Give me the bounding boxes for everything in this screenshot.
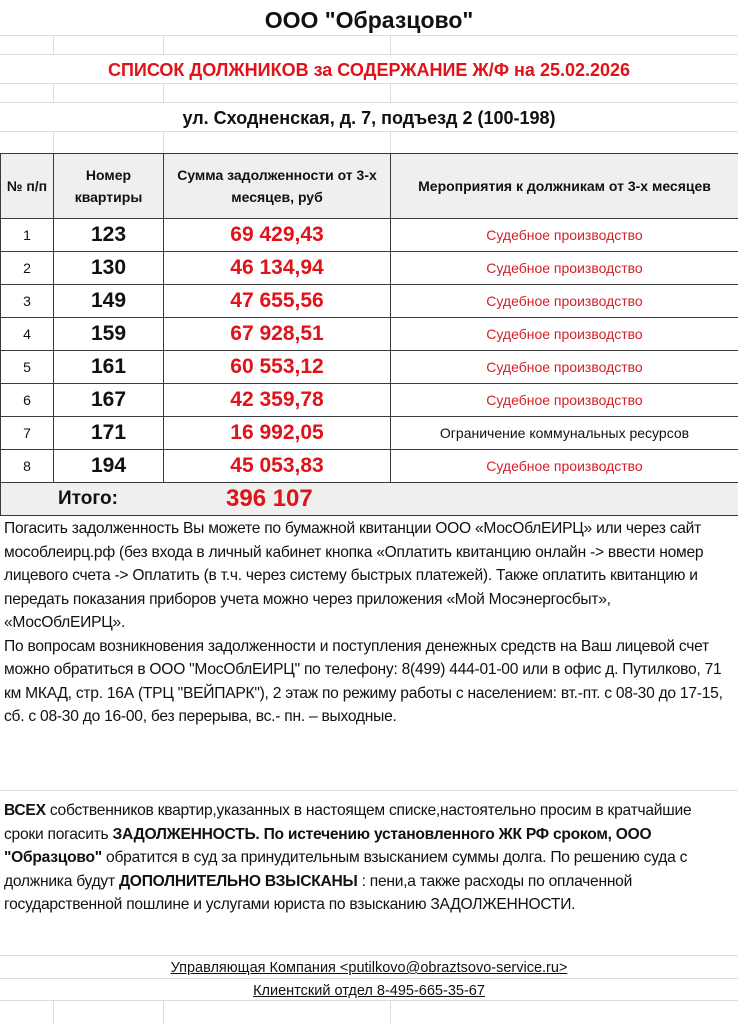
management-company-email-link[interactable]: Управляющая Компания <putilkovo@obraztsovo-service.ru> <box>170 960 568 976</box>
apartment-number: 149 <box>54 285 164 318</box>
apartment-number: 123 <box>54 219 164 252</box>
debt-measure: Судебное производство <box>391 285 738 318</box>
company-name: ООО "Образцово" <box>264 7 474 33</box>
debt-measure: Судебное производство <box>391 252 738 285</box>
column-header-debt-sum: Сумма задолженности от 3-х месяцев, руб <box>164 154 391 219</box>
contact-info: По вопросам возникновения задолженности и поступления денежных средств на Ваш лицевой счет можно обратиться в ООО "МосОблЕИРЦ" по телефону: 8(499) 444-01-00 или в офис д. Путилково, 71 км МКАД, стр. 16А (ТРЦ "ВЕЙПАРК"), 2 этаж по режиму работы с населением: вт.-пт. с 08-30 до 17-15, сб. с 08-30 до 16-00, без перерыва, вс.- пн. – выходные. <box>4 637 723 725</box>
table-row <box>1 351 738 384</box>
row-number: 3 <box>1 285 54 318</box>
client-department-phone: Клиентский отдел 8-495-665-35-67 <box>253 983 485 999</box>
debt-measure: Судебное производство <box>391 318 738 351</box>
gridline <box>53 83 54 103</box>
gridline <box>0 102 738 103</box>
column-header-apartment: Номер квартиры <box>54 154 164 219</box>
gridline <box>0 790 738 791</box>
debt-sum: 69 429,43 <box>164 219 391 252</box>
gridline <box>0 54 738 55</box>
gridline <box>390 131 391 153</box>
debt-sum: 67 928,51 <box>164 318 391 351</box>
gridline <box>53 1000 54 1024</box>
warning-text: обратится в суд за принудительным взысканием суммы долга. По решению суда с должника будут <box>4 849 688 890</box>
gridline <box>390 1000 391 1024</box>
gridline <box>163 83 164 103</box>
apartment-number: 194 <box>54 450 164 483</box>
total-row <box>1 483 738 516</box>
row-number: 6 <box>1 384 54 417</box>
apartment-number: 171 <box>54 417 164 450</box>
table-row <box>1 450 738 483</box>
gridline <box>53 35 54 55</box>
total-empty-cell <box>391 483 738 516</box>
debt-measure: Судебное производство <box>391 219 738 252</box>
warning-bold-debt: ЗАДОЛЖЕННОСТЬ. По истечению установленного ЖК РФ сроком, ООО "Образцово" <box>4 825 652 866</box>
row-number: 5 <box>1 351 54 384</box>
debt-measure: Судебное производство <box>391 351 738 384</box>
debt-measure: Ограничение коммунальных ресурсов <box>391 417 738 450</box>
row-number: 7 <box>1 417 54 450</box>
payment-info <box>4 517 734 729</box>
table-header-row <box>1 154 738 219</box>
debt-sum: 47 655,56 <box>164 285 391 318</box>
table-row <box>1 285 738 318</box>
row-number: 2 <box>1 252 54 285</box>
debtors-list-title: СПИСОК ДОЛЖНИКОВ за СОДЕРЖАНИЕ Ж/Ф на 25.02.2026 <box>107 60 631 80</box>
debt-sum: 16 992,05 <box>164 417 391 450</box>
table-row <box>1 252 738 285</box>
row-number: 4 <box>1 318 54 351</box>
apartment-number: 167 <box>54 384 164 417</box>
warning-bold-additional: ДОПОЛНИТЕЛЬНО ВЗЫСКАНЫ <box>118 872 358 890</box>
column-header-measures: Мероприятия к должникам от 3-х месяцев <box>391 154 738 219</box>
payment-instructions: Погасить задолженность Вы можете по бумажной квитанции ООО «МосОблЕИРЦ» или через сайт мособлеирц.рф (без входа в личный кабинет кнопка «Оплатить квитанцию онлайн -> ввести номер лицевого счета -> Оплатить (в т.ч. через систему быстрых платежей). Также оплатить квитанцию и передать показания приборов учета можно через приложения «Мой Мосэнергосбыт», «МосОблЕИРЦ». <box>4 520 704 631</box>
debtors-table <box>0 153 738 516</box>
gridline <box>0 955 738 956</box>
warning-bold-all: ВСЕХ <box>4 802 46 819</box>
gridline <box>390 35 391 55</box>
total-label: Итого: <box>1 483 164 516</box>
debt-sum: 60 553,12 <box>164 351 391 384</box>
table-row <box>1 384 738 417</box>
column-header-number: № п/п <box>1 154 54 219</box>
row-number: 1 <box>1 219 54 252</box>
debt-measure: Судебное производство <box>391 384 738 417</box>
row-number: 8 <box>1 450 54 483</box>
gridline <box>0 978 738 979</box>
debt-sum: 45 053,83 <box>164 450 391 483</box>
warning-text: : пени,а также расходы по оплаченной государственной пошлине и услугами юриста по взысканию ЗАДОЛЖЕННОСТИ. <box>4 872 633 913</box>
apartment-number: 161 <box>54 351 164 384</box>
total-value: 396 107 <box>164 483 391 516</box>
debt-sum: 42 359,78 <box>164 384 391 417</box>
gridline <box>163 1000 164 1024</box>
gridline <box>390 83 391 103</box>
apartment-number: 159 <box>54 318 164 351</box>
table-row <box>1 417 738 450</box>
debt-sum: 46 134,94 <box>164 252 391 285</box>
table-row <box>1 219 738 252</box>
gridline <box>53 131 54 153</box>
gridline <box>163 35 164 55</box>
warning-text: собственников квартир,указанных в настоящем списке,настоятельно просим в кратчайшие сроки погасить <box>4 802 692 843</box>
debt-warning <box>4 799 734 917</box>
building-address: ул. Сходненская, д. 7, подъезд 2 (100-198) <box>182 108 556 128</box>
gridline <box>0 1000 738 1001</box>
table-row <box>1 318 738 351</box>
gridline <box>163 131 164 153</box>
debt-measure: Судебное производство <box>391 450 738 483</box>
apartment-number: 130 <box>54 252 164 285</box>
